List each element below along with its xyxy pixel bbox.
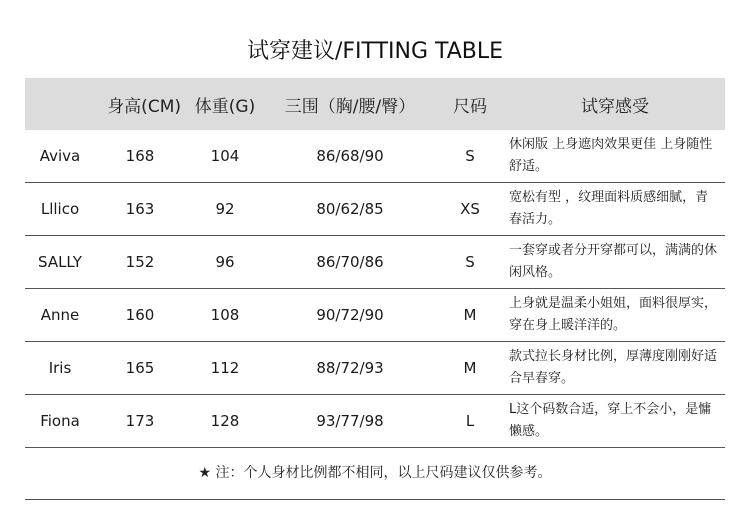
table-row: [25, 395, 725, 448]
table-header: [25, 78, 725, 130]
header-size: 尺码: [453, 96, 487, 117]
table-row: [25, 342, 725, 395]
table-row: [25, 289, 725, 342]
cell-height: 152: [125, 253, 155, 271]
cell-feeling: 款式拉长身材比例，厚薄度刚刚好适合早春穿。: [509, 349, 718, 386]
cell-name: Anne: [40, 306, 80, 324]
cell-measurements: 86/68/90: [316, 147, 384, 165]
cell-height: 160: [125, 306, 155, 324]
cell-measurements: 90/72/90: [316, 306, 384, 324]
page-title: 试穿建议/FITTING TABLE: [246, 39, 504, 64]
cell-name: SALLY: [38, 253, 82, 271]
cell-size: XS: [460, 200, 480, 218]
cell-size: S: [465, 253, 475, 271]
fitting-table: [25, 78, 725, 448]
cell-height: 165: [125, 359, 155, 377]
footnote: ★ 注：个人身材比例都不相同，以上尺码建议仅供参考。: [198, 465, 552, 481]
cell-measurements: 93/77/98: [316, 412, 384, 430]
cell-feeling: L这个码数合适，穿上不会小，是慵懒感。: [509, 402, 712, 439]
cell-name: Aviva: [39, 147, 81, 165]
cell-weight: 104: [210, 147, 240, 165]
cell-weight: 108: [210, 306, 240, 324]
cell-name: Iris: [48, 359, 72, 377]
cell-size: M: [463, 306, 477, 324]
header-height: 身高(CM): [107, 96, 181, 117]
cell-measurements: 80/62/85: [316, 200, 384, 218]
table-row: [25, 130, 725, 183]
cell-height: 173: [125, 412, 155, 430]
cell-size: S: [465, 147, 475, 165]
cell-feeling: 上身就是温柔小姐姐，面料很厚实，穿在身上暖洋洋的。: [509, 296, 718, 333]
header-weight: 体重(G): [194, 96, 256, 117]
table-row: [25, 183, 725, 236]
bottom-divider: [25, 499, 725, 500]
cell-weight: 128: [210, 412, 240, 430]
header-feeling: 试穿感受: [581, 96, 649, 117]
cell-height: 163: [125, 200, 155, 218]
cell-feeling: 休闲版 上身遮肉效果更佳 上身随性舒适。: [509, 137, 713, 174]
cell-name: Lllico: [40, 200, 80, 218]
cell-feeling: 宽松有型 ，纹理面料质感细腻，青春活力。: [509, 190, 709, 227]
table-row: [25, 236, 725, 289]
cell-measurements: 86/70/86: [316, 253, 384, 271]
cell-weight: 112: [210, 359, 240, 377]
cell-feeling: 一套穿或者分开穿都可以，满满的休闲风格。: [509, 243, 718, 280]
cell-size: L: [465, 412, 475, 430]
cell-weight: 92: [215, 200, 235, 218]
cell-weight: 96: [215, 253, 235, 271]
cell-measurements: 88/72/93: [316, 359, 384, 377]
cell-size: M: [463, 359, 477, 377]
cell-name: Fiona: [40, 412, 80, 430]
header-measurements: 三围（胸/腰/臀）: [284, 96, 416, 117]
cell-height: 168: [125, 147, 155, 165]
